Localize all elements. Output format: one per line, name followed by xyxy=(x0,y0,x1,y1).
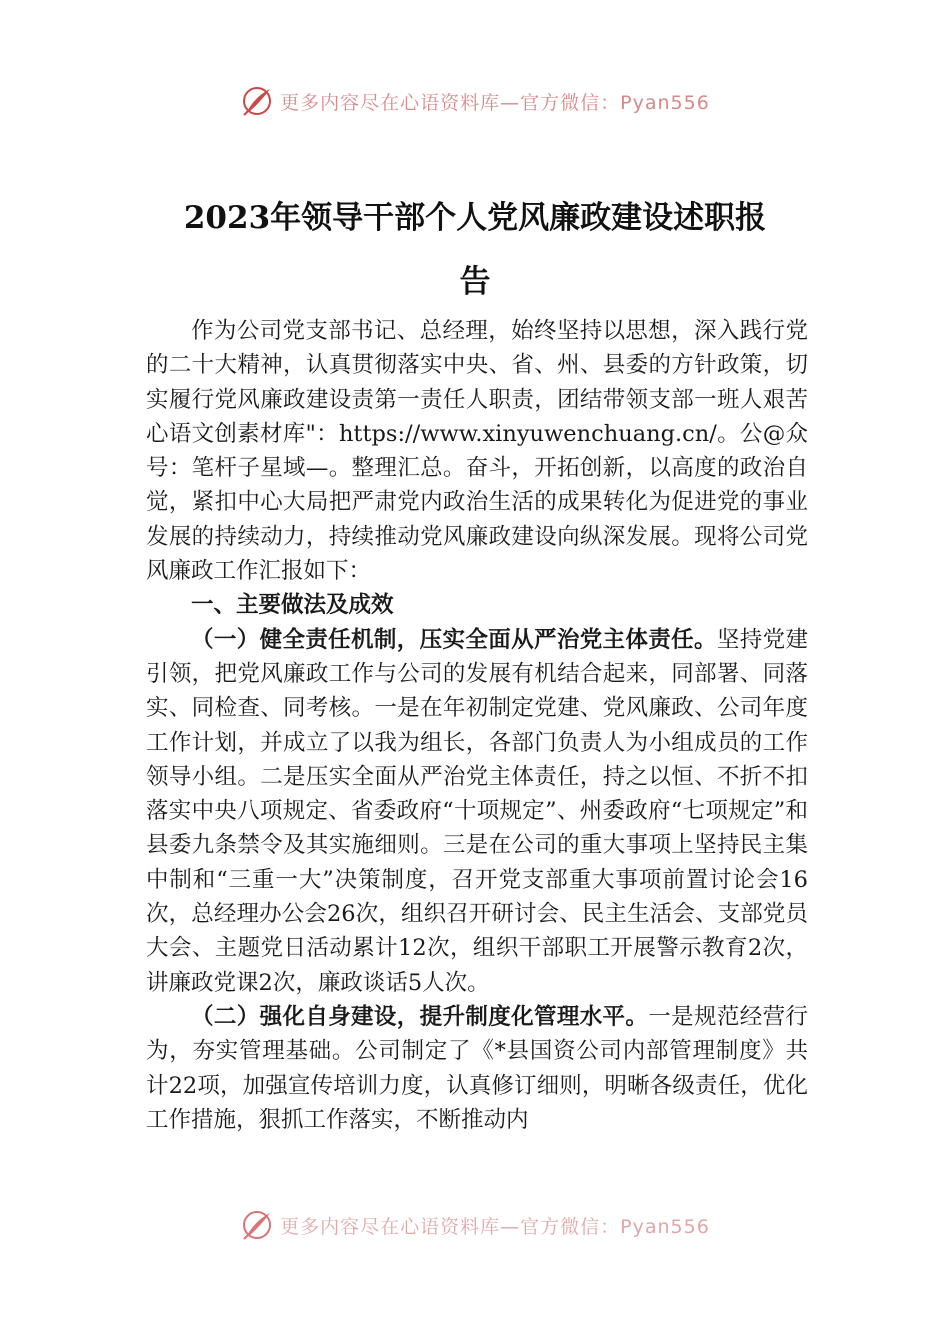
document-body xyxy=(146,314,808,1137)
section-heading: 一、主要做法及成效 xyxy=(191,592,394,619)
intro-paragraph: 作为公司党支部书记、总经理，始终坚持以思想，深入践行党的二十大精神，认真贯彻落实中央、省、州、县委的方针政策，切实履行党风廉政建设责第一责任人职责，团结带领支部一班人艰苦心语文创素材库"：https://www.xinyuwenchuang.cn/。公@众号：笔杆子星域—。整理汇总。奋斗，开拓创新，以高度的政治自觉，紧扣中心大局把严肃党内政治生活的成果转化为促进党的事业发展的持续动力，持续推动党风廉政建设向纵深发展。现将公司党风廉政工作汇报如下： xyxy=(146,318,808,585)
section-paragraph-1 xyxy=(146,623,808,1000)
watermark-text: 更多内容尽在心语资料库—官方微信：Pyan556 xyxy=(280,91,710,114)
quill-pen-icon xyxy=(240,84,274,118)
watermark-header xyxy=(0,84,950,118)
document-title-line2: 告 xyxy=(459,264,491,300)
watermark-text: 更多内容尽在心语资料库—官方微信：Pyan556 xyxy=(280,1215,710,1238)
paragraph-lead-2: （二）强化自身建设，提升制度化管理水平。 xyxy=(191,1003,649,1030)
quill-pen-icon xyxy=(240,1208,274,1242)
paragraph-body-1: 坚持党建引领，把党风廉政工作与公司的发展有机结合起来，同部署、同落实、同检查、同考核。一是在年初制定党建、党风廉政、公司年度工作计划，并成立了以我为组长，各部门负责人为小组成员的工作领导小组。二是压实全面从严治党主体责任，持之以恒、不折不扣落实中央八项规定、省委政府“十项规定”、州委政府“七项规定”和县委九条禁令及其实施细则。三是在公司的重大事项上坚持民主集中制和“三重一大”决策制度，召开党支部重大事项前置讨论会16次，总经理办公会26次，组织召开研讨会、民主生活会、支部党员大会、主题党日活动累计12次，组织干部职工开展警示教育2次，讲廉政党课2次，廉政谈话5人次。 xyxy=(146,626,808,996)
section-paragraph-2 xyxy=(146,1000,808,1137)
paragraph-lead-1: （一）健全责任机制，压实全面从严治党主体责任。 xyxy=(191,626,717,653)
watermark-footer xyxy=(0,1208,950,1242)
document-title-line1: 2023年领导干部个人党风廉政建设述职报 xyxy=(183,200,767,236)
paragraph-body-2: 一是规范经营行为，夯实管理基础。公司制定了《*县国资公司内部管理制度》共计22项，加强宣传培训力度，认真修订细则，明晰各级责任，优化工作措施，狠抓工作落实，不断推动内 xyxy=(146,1003,808,1133)
